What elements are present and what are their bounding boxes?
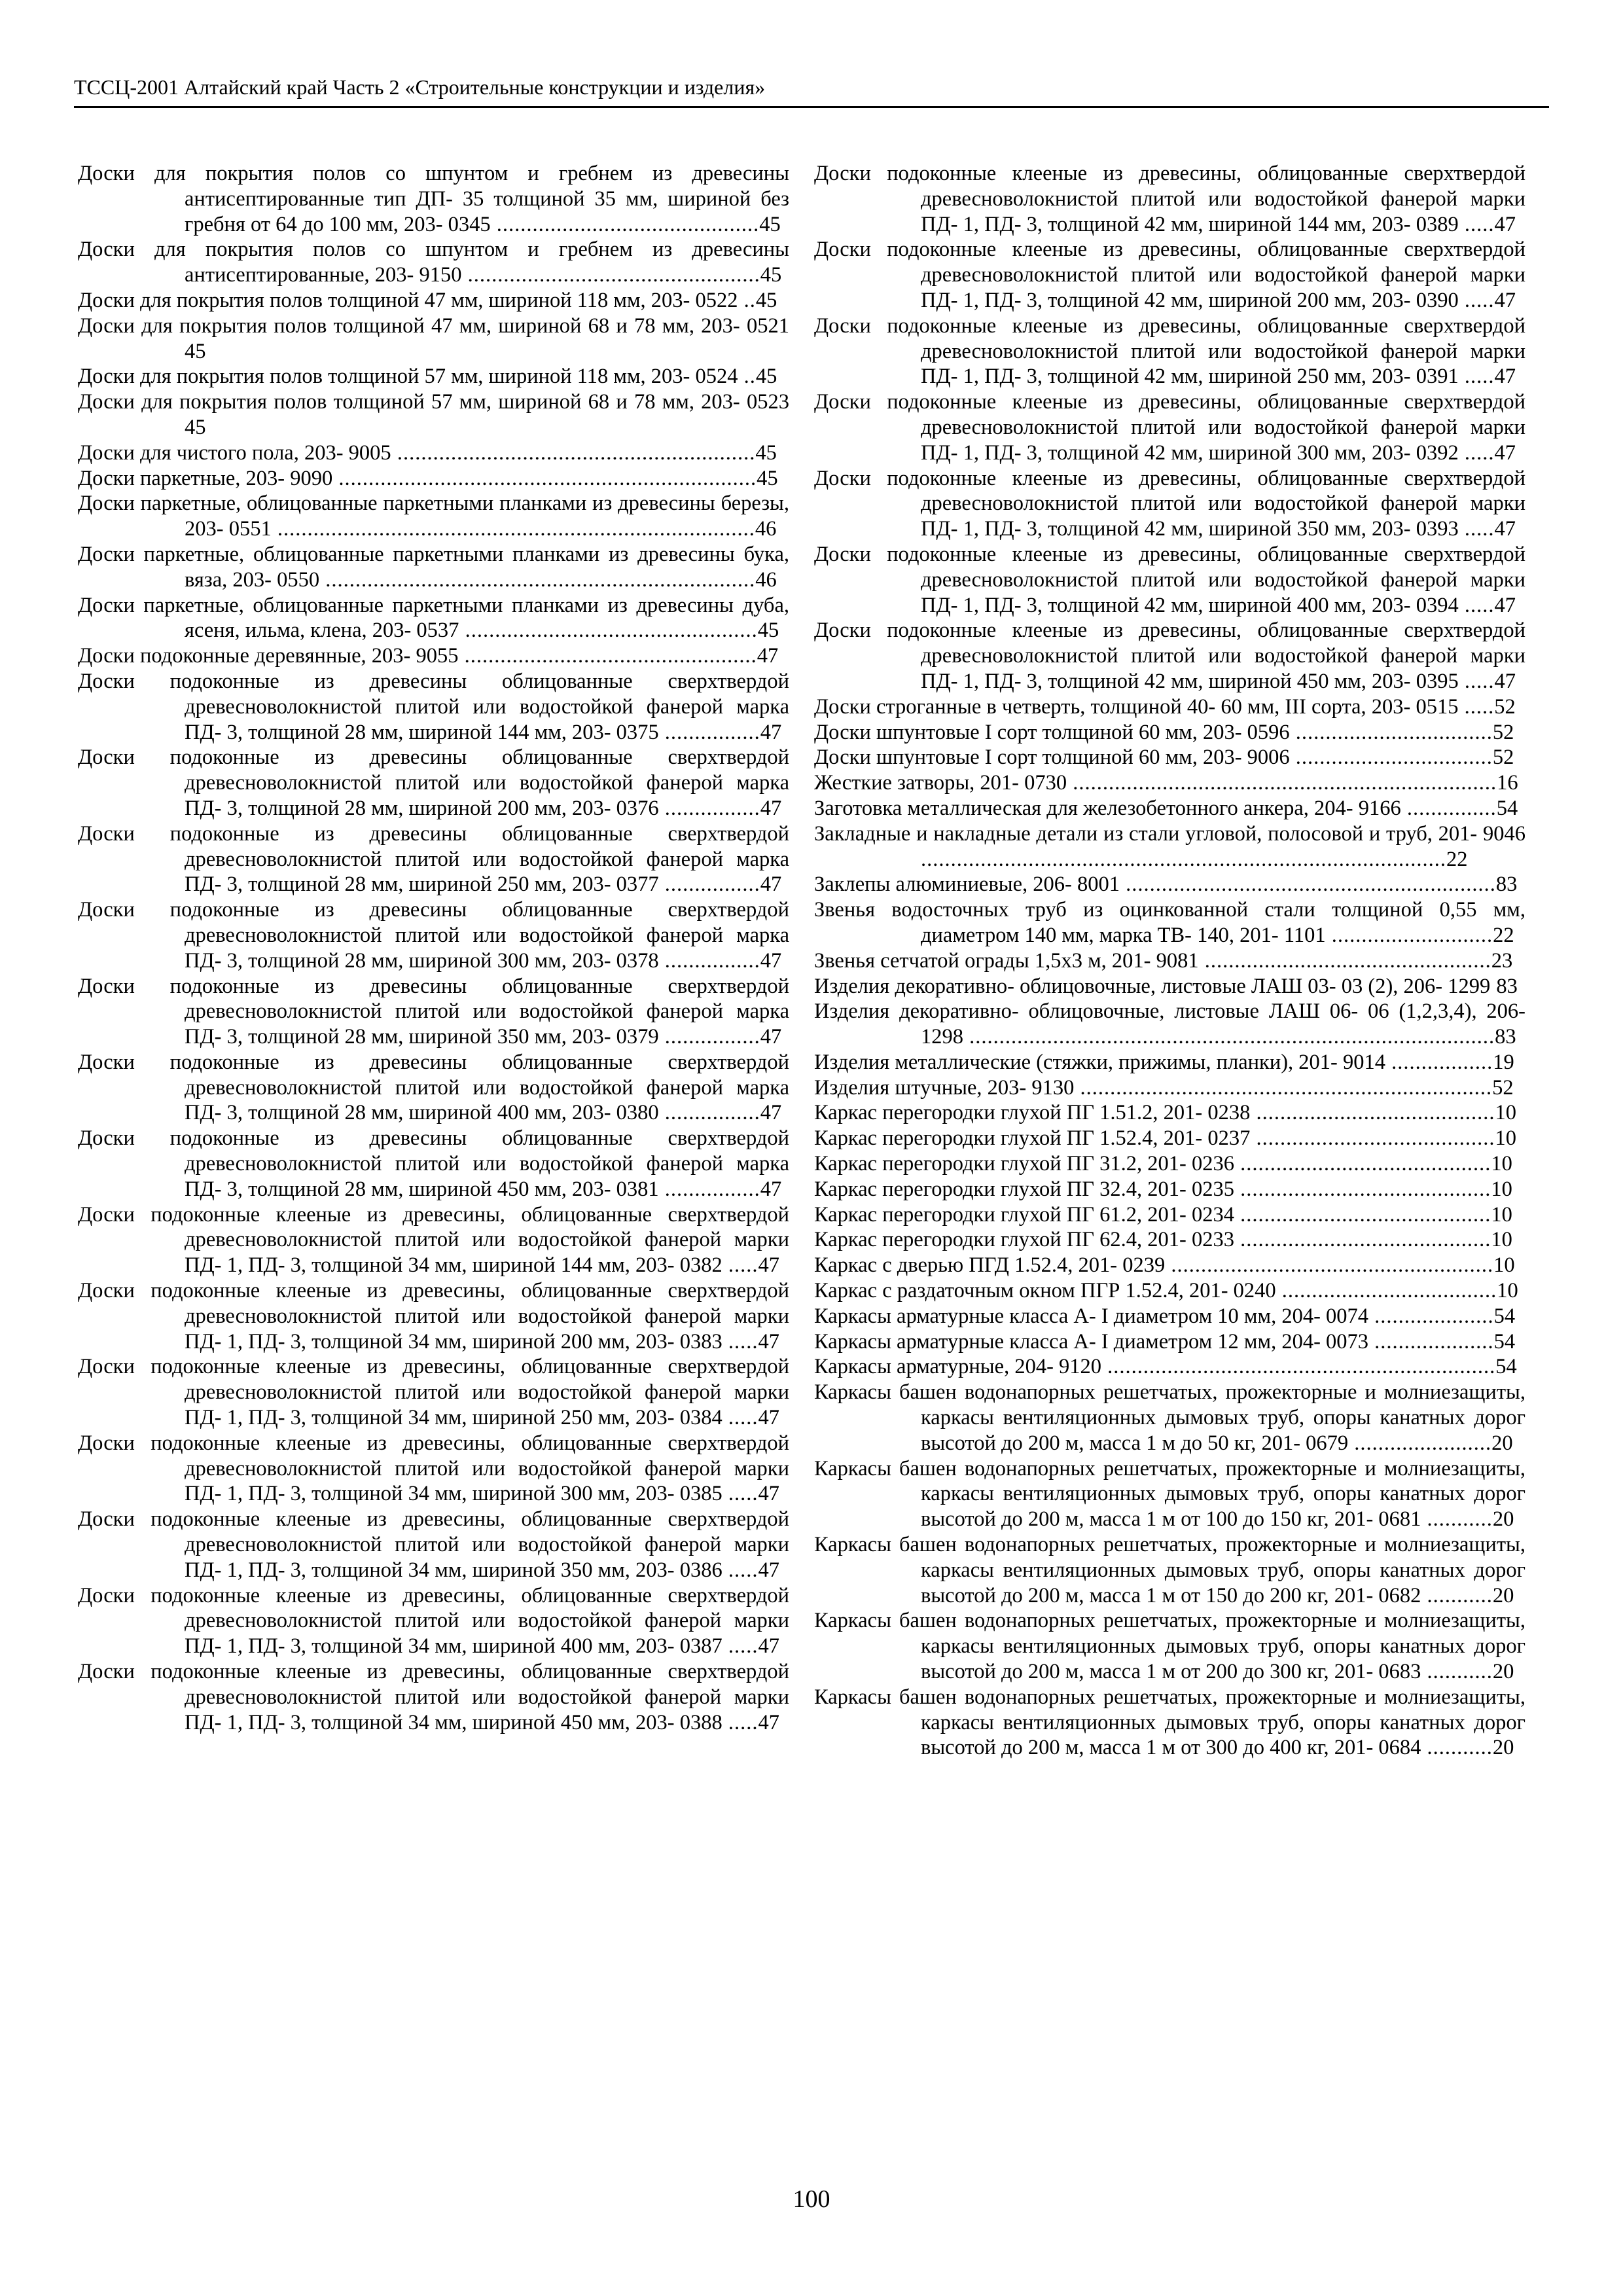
- index-entry: [814, 821, 1525, 872]
- entry-page-ref: 83: [1495, 872, 1518, 897]
- entry-page-ref: 10: [1493, 1253, 1515, 1278]
- entry-page-ref: 20: [1492, 1507, 1514, 1532]
- dot-leader: ................: [658, 1101, 760, 1125]
- index-entry: [814, 999, 1525, 1050]
- dot-leader: ........................................................................: [319, 567, 756, 592]
- index-entry: [814, 1532, 1525, 1608]
- page-header: [74, 71, 1549, 108]
- index-entry: [78, 364, 789, 389]
- index-entry: [78, 542, 789, 593]
- dot-leader: ....................: [1368, 1329, 1494, 1354]
- entry-text: Доски подоконные из древесины облицованные сверхтвердой древесноволокнистой плитой или водостойкой фанерой марка ПД- 3, толщиной 28 мм, шириной 300 мм, 203- 0378: [78, 898, 789, 973]
- entry-text: Доски подоконные клееные из древесины, облицованные сверхтвердой древесноволокнистой плитой или водостойкой фанерой марки ПД- 1, ПД- 3, толщиной 42 мм, шириной 144 мм, 203- 0389: [814, 162, 1525, 236]
- entry-text: Каркасы арматурные класса А- I диаметром 12 мм, 204- 0073: [814, 1329, 1369, 1354]
- entry-page-ref: 47: [760, 872, 782, 897]
- entry-text: Доски подоконные клееные из древесины, облицованные сверхтвердой древесноволокнистой плитой или водостойкой фанерой марки ПД- 1, ПД- 3, толщиной 42 мм, шириной 250 мм, 203- 0391: [814, 314, 1525, 389]
- dot-leader: .....: [1458, 288, 1495, 312]
- entry-text: Доски для покрытия полов со шпунтом и гребнем из древесины антисептированные, 203- 9150: [78, 238, 789, 287]
- entry-text: Каркас перегородки глухой ПГ 1.52.4, 201- 0237: [814, 1126, 1251, 1151]
- index-entry: [814, 314, 1525, 389]
- dot-leader: ......................................................................: [332, 466, 757, 490]
- dot-leader: ........................................: [1250, 1126, 1495, 1151]
- entry-page-ref: 83: [1496, 974, 1518, 998]
- index-entry: [814, 1075, 1525, 1101]
- entry-text: Доски подоконные клееные из древесины, облицованные сверхтвердой древесноволокнистой плитой или водостойкой фанерой марки ПД- 1, ПД- 3, толщиной 34 мм, шириной 400 мм, 203- 0387: [78, 1583, 789, 1659]
- index-entry: [78, 1278, 789, 1354]
- page-number: 100: [793, 2185, 830, 2213]
- entry-page-ref: 16: [1497, 771, 1518, 795]
- dot-leader: .................: [1385, 1050, 1493, 1074]
- dot-leader: .................................................: [461, 263, 760, 287]
- dot-leader: ....................................: [1275, 1279, 1497, 1303]
- entry-page-ref: 19: [1493, 1050, 1514, 1074]
- entry-page-ref: 47: [760, 1177, 782, 1201]
- entry-page-ref: 47: [1494, 365, 1516, 389]
- dot-leader: ..........................................: [1234, 1152, 1491, 1176]
- entry-text: Доски для покрытия полов со шпунтом и гребнем из древесины антисептированные тип ДП- 35 толщиной 35 мм, шириной без гребня от 64 до 100 мм, 203- 0345: [78, 162, 789, 236]
- index-entry: [78, 1659, 789, 1735]
- entry-page-ref: 45: [757, 619, 779, 643]
- entry-page-ref: 23: [1491, 948, 1513, 973]
- index-entry: [78, 389, 789, 440]
- entry-text: Доски подоконные клееные из древесины, облицованные сверхтвердой древесноволокнистой плитой или водостойкой фанерой марки ПД- 1, ПД- 3, толщиной 34 мм, шириной 450 мм, 203- 0388: [78, 1660, 789, 1734]
- entry-page-ref: 10: [1491, 1202, 1512, 1227]
- entry-text: Доски для покрытия полов толщиной 47 мм, шириной 68 и 78 мм, 203- 0521: [78, 314, 789, 338]
- dot-leader: .....: [722, 1482, 758, 1506]
- entry-page-ref: 45: [759, 212, 781, 236]
- document-title: ТССЦ-2001 Алтайский край Часть 2 «Строительные конструкции и изделия»: [74, 75, 766, 99]
- index-entry: [814, 872, 1525, 897]
- dot-leader: .................................................: [459, 619, 758, 643]
- entry-text: Доски подоконные клееные из древесины, облицованные сверхтвердой древесноволокнистой плитой или водостойкой фанерой марки ПД- 1, ПД- 3, толщиной 42 мм, шириной 300 мм, 203- 0392: [814, 390, 1525, 465]
- dot-leader: ........................................................................................: [963, 1025, 1495, 1049]
- entry-text: Доски шпунтовые I сорт толщиной 60 мм, 203- 0596: [814, 720, 1290, 744]
- entry-page-ref: 10: [1491, 1152, 1512, 1176]
- entry-page-ref: 10: [1491, 1228, 1512, 1252]
- entry-text: Доски подоконные из древесины облицованные сверхтвердой древесноволокнистой плитой или водостойкой фанерой марка ПД- 3, толщиной 28 мм, шириной 400 мм, 203- 0380: [78, 1050, 789, 1125]
- entry-text: Жесткие затворы, 201- 0730: [814, 771, 1067, 795]
- entry-text: Доски для покрытия полов толщиной 47 мм, шириной 118 мм, 203- 0522: [78, 288, 738, 312]
- entry-page-ref: 47: [1494, 288, 1516, 312]
- entry-page-ref: 10: [1497, 1279, 1518, 1303]
- entry-page-ref: 47: [760, 796, 782, 820]
- index-entry: [814, 1100, 1525, 1126]
- entry-text: Заготовка металлическая для железобетонного анкера, 204- 9166: [814, 796, 1401, 820]
- dot-leader: .....: [1458, 517, 1495, 541]
- index-entry: [814, 897, 1525, 948]
- dot-leader: .....: [722, 1558, 758, 1582]
- dot-leader: .................................................................: [1101, 1355, 1496, 1379]
- entry-page-ref: 45: [185, 415, 206, 439]
- index-entry: [814, 1608, 1525, 1684]
- entry-page-ref: 47: [760, 948, 782, 973]
- dot-leader: .......................: [1348, 1431, 1492, 1455]
- dot-leader: ................: [658, 1177, 760, 1201]
- entry-text: Доски подоконные клееные из древесины, облицованные сверхтвердой древесноволокнистой плитой или водостойкой фанерой марки ПД- 1, ПД- 3, толщиной 34 мм, шириной 300 мм, 203- 0385: [78, 1431, 789, 1506]
- dot-leader: .....................................................................: [1074, 1075, 1493, 1100]
- entry-page-ref: 20: [1492, 1583, 1514, 1607]
- dot-leader: ......................................................: [1165, 1253, 1494, 1278]
- index-entry: [814, 745, 1525, 770]
- entry-page-ref: 47: [1494, 440, 1516, 465]
- index-entry: [78, 1126, 789, 1202]
- index-entry: [814, 618, 1525, 694]
- dot-leader: ..........................................: [1234, 1202, 1491, 1227]
- dot-leader: ...........: [1421, 1736, 1493, 1760]
- dot-leader: .................................: [1289, 745, 1493, 770]
- index-entry: [78, 161, 789, 237]
- dot-leader: .....: [722, 1329, 758, 1354]
- dot-leader: .....: [1458, 593, 1495, 617]
- dot-leader: .....: [1458, 212, 1495, 236]
- dot-leader: ................: [658, 796, 760, 820]
- dot-leader: ................: [658, 720, 760, 744]
- entry-page-ref: 45: [755, 288, 777, 312]
- entry-page-ref: 45: [755, 440, 777, 465]
- index-entry: [78, 491, 789, 542]
- dot-leader: ................................................: [1198, 948, 1491, 973]
- entry-page-ref: 45: [760, 263, 782, 287]
- dot-leader: .................................................: [458, 644, 757, 668]
- entry-text: Доски паркетные, облицованные паркетными планками из древесины березы, 203- 0551: [78, 492, 789, 541]
- entry-page-ref: 47: [758, 1634, 780, 1659]
- entry-text: Доски шпунтовые I сорт толщиной 60 мм, 203- 9006: [814, 745, 1290, 770]
- index-entry: [78, 593, 789, 644]
- entry-text: Каркасы башен водонапорных решетчатых, прожекторные и молниезащиты, каркасы вентиляционных дымовых труб, опоры канатных дорог высотой до 200 м, масса 1 м от 300 до 400 кг, 201- 0684: [814, 1685, 1525, 1760]
- entry-page-ref: 45: [755, 365, 777, 389]
- dot-leader: .................................: [1289, 720, 1493, 744]
- index-entry: [814, 1227, 1525, 1253]
- index-entry: [814, 1354, 1525, 1380]
- entry-text: Изделия декоративно- облицовочные, листовые ЛАШ 03- 03 (2), 206- 1299: [814, 974, 1491, 998]
- index-entry: [78, 466, 789, 492]
- entry-text: Доски подоконные клееные из древесины, облицованные сверхтвердой древесноволокнистой плитой или водостойкой фанерой марки ПД- 1, ПД- 3, толщиной 34 мм, шириной 144 мм, 203- 0382: [78, 1202, 789, 1278]
- index-entry: [78, 1583, 789, 1659]
- entry-text: Каркас с дверью ПГД 1.52.4, 201- 0239: [814, 1253, 1166, 1278]
- index-entry: [814, 237, 1525, 313]
- entry-text: Доски для покрытия полов толщиной 57 мм, шириной 68 и 78 мм, 203- 0523: [78, 390, 789, 414]
- index-entry: [78, 897, 789, 973]
- entry-page-ref: 47: [758, 1329, 780, 1354]
- dot-leader: .......................................................................: [1067, 771, 1497, 795]
- entry-text: Доски подоконные клееные из древесины, облицованные сверхтвердой древесноволокнистой плитой или водостойкой фанерой марки ПД- 1, ПД- 3, толщиной 42 мм, шириной 450 мм, 203- 0395: [814, 619, 1525, 693]
- entry-page-ref: 54: [1496, 796, 1518, 820]
- index-entry: [78, 314, 789, 365]
- entry-page-ref: 46: [755, 517, 777, 541]
- entry-text: Изделия декоративно- облицовочные, листовые ЛАШ 06- 06 (1,2,3,4), 206- 1298: [814, 999, 1525, 1049]
- dot-leader: .....: [1458, 440, 1495, 465]
- entry-text: Доски подоконные из древесины облицованные сверхтвердой древесноволокнистой плитой или водостойкой фанерой марка ПД- 3, толщиной 28 мм, шириной 144 мм, 203- 0375: [78, 669, 789, 744]
- index-entry: [814, 1151, 1525, 1177]
- entry-page-ref: 20: [1492, 1660, 1514, 1684]
- dot-leader: ..: [738, 365, 756, 389]
- entry-page-ref: 45: [757, 466, 778, 490]
- dot-leader: ..........................................: [1234, 1228, 1491, 1252]
- index-entry: [814, 542, 1525, 618]
- index-entry: [814, 1304, 1525, 1329]
- entry-text: Каркас с раздаточным окном ПГР 1.52.4, 201- 0240: [814, 1279, 1276, 1303]
- entry-page-ref: 47: [758, 1710, 780, 1734]
- entry-text: Доски подоконные деревянные, 203- 9055: [78, 644, 459, 668]
- entry-text: Доски подоконные из древесины облицованные сверхтвердой древесноволокнистой плитой или водостойкой фанерой марка ПД- 3, толщиной 28 мм, шириной 250 мм, 203- 0377: [78, 821, 789, 897]
- index-entry: [814, 796, 1525, 821]
- dot-leader: ....................: [1368, 1304, 1494, 1328]
- entry-page-ref: 47: [1494, 593, 1516, 617]
- index-entry: [78, 821, 789, 897]
- index-entry: [814, 1456, 1525, 1532]
- index-column-left: [78, 161, 789, 1735]
- entry-text: Закладные и накладные детали из стали угловой, полосовой и труб, 201- 9046: [814, 821, 1525, 846]
- entry-page-ref: 20: [1491, 1431, 1513, 1455]
- dot-leader: .....: [722, 1710, 758, 1734]
- entry-text: Доски подоконные из древесины облицованные сверхтвердой древесноволокнистой плитой или водостойкой фанерой марка ПД- 3, толщиной 28 мм, шириной 450 мм, 203- 0381: [78, 1126, 789, 1201]
- dot-leader: ..: [738, 288, 756, 312]
- index-entry: [814, 466, 1525, 542]
- entry-text: Каркасы башен водонапорных решетчатых, прожекторные и молниезащиты, каркасы вентиляционных дымовых труб, опоры канатных дорог высотой до 200 м, масса 1 м до 50 кг, 201- 0679: [814, 1380, 1525, 1455]
- entry-text: Звенья сетчатой ограды 1,5х3 м, 201- 9081: [814, 948, 1199, 973]
- entry-text: Доски подоконные клееные из древесины, облицованные сверхтвердой древесноволокнистой плитой или водостойкой фанерой марки ПД- 1, ПД- 3, толщиной 34 мм, шириной 200 мм, 203- 0383: [78, 1279, 789, 1354]
- index-entry: [814, 694, 1525, 720]
- entry-page-ref: 47: [760, 720, 782, 744]
- dot-leader: ...........: [1421, 1583, 1493, 1607]
- index-entry: [78, 1354, 789, 1430]
- dot-leader: ........................................: [1250, 1101, 1495, 1125]
- entry-page-ref: 52: [1494, 694, 1516, 719]
- entry-text: Доски подоконные из древесины облицованные сверхтвердой древесноволокнистой плитой или водостойкой фанерой марка ПД- 3, толщиной 28 мм, шириной 200 мм, 203- 0376: [78, 745, 789, 820]
- dot-leader: ................: [658, 1025, 760, 1049]
- index-entry: [814, 948, 1525, 974]
- entry-page-ref: 54: [1495, 1355, 1517, 1379]
- index-entry: [814, 161, 1525, 237]
- entry-page-ref: 47: [758, 1558, 780, 1582]
- index-entry: [814, 1380, 1525, 1456]
- index-entry: [78, 1202, 789, 1278]
- entry-text: Доски паркетные, облицованные паркетными планками из древесины бука, вяза, 203- 0550: [78, 542, 789, 592]
- entry-text: Каркас перегородки глухой ПГ 32.4, 201- 0235: [814, 1177, 1235, 1201]
- entry-page-ref: 47: [1494, 669, 1516, 693]
- entry-text: Доски подоконные клееные из древесины, облицованные сверхтвердой древесноволокнистой плитой или водостойкой фанерой марки ПД- 1, ПД- 3, толщиной 34 мм, шириной 250 мм, 203- 0384: [78, 1355, 789, 1430]
- entry-text: Доски для чистого пола, 203- 9005: [78, 440, 391, 465]
- entry-text: Изделия штучные, 203- 9130: [814, 1075, 1075, 1100]
- entry-text: Каркас перегородки глухой ПГ 1.51.2, 201- 0238: [814, 1101, 1251, 1125]
- entry-page-ref: 52: [1492, 1075, 1514, 1100]
- index-entry: [814, 770, 1525, 796]
- index-entry: [78, 669, 789, 745]
- entry-page-ref: 10: [1495, 1101, 1517, 1125]
- dot-leader: ...............: [1400, 796, 1497, 820]
- entry-page-ref: 47: [760, 1025, 782, 1049]
- dot-leader: ...........: [1421, 1660, 1493, 1684]
- entry-text: Каркас перегородки глухой ПГ 61.2, 201- 0234: [814, 1202, 1235, 1227]
- index-entry: [78, 440, 789, 466]
- entry-page-ref: 47: [758, 1482, 780, 1506]
- entry-text: Доски паркетные, 203- 9090: [78, 466, 333, 490]
- entry-text: Каркасы арматурные, 204- 9120: [814, 1355, 1102, 1379]
- entry-page-ref: 45: [185, 339, 206, 363]
- entry-text: Доски подоконные клееные из древесины, облицованные сверхтвердой древесноволокнистой плитой или водостойкой фанерой марки ПД- 1, ПД- 3, толщиной 34 мм, шириной 350 мм, 203- 0386: [78, 1507, 789, 1582]
- entry-text: Каркасы арматурные класса А- I диаметром 10 мм, 204- 0074: [814, 1304, 1369, 1328]
- dot-leader: .....: [722, 1253, 758, 1278]
- entry-text: Каркасы башен водонапорных решетчатых, прожекторные и молниезащиты, каркасы вентиляционных дымовых труб, опоры канатных дорог высотой до 200 м, масса 1 м от 200 до 300 кг, 201- 0683: [814, 1609, 1525, 1684]
- entry-text: Каркасы башен водонапорных решетчатых, прожекторные и молниезащиты, каркасы вентиляционных дымовых труб, опоры канатных дорог высотой до 200 м, масса 1 м от 150 до 200 кг, 201- 0682: [814, 1533, 1525, 1607]
- index-entry: [814, 1177, 1525, 1202]
- entry-page-ref: 54: [1493, 1329, 1516, 1354]
- index-entry: [78, 745, 789, 821]
- index-entry: [78, 288, 789, 314]
- index-entry: [78, 974, 789, 1050]
- entry-page-ref: 47: [757, 644, 779, 668]
- dot-leader: .....: [722, 1634, 758, 1659]
- index-entry: [814, 974, 1525, 999]
- index-entry: [78, 643, 789, 669]
- entry-page-ref: 54: [1493, 1304, 1516, 1328]
- dot-leader: .....: [1458, 669, 1495, 693]
- index-entry: [78, 1507, 789, 1583]
- entry-text: Каркас перегородки глухой ПГ 62.4, 201- 0233: [814, 1228, 1235, 1252]
- entry-text: Звенья водосточных труб из оцинкованной стали толщиной 0,55 мм, диаметром 140 мм, марка ТВ- 140, 201- 1101: [814, 898, 1525, 947]
- dot-leader: .....: [722, 1406, 758, 1430]
- dot-leader: ................: [658, 872, 760, 897]
- entry-page-ref: 52: [1492, 745, 1514, 770]
- entry-page-ref: 10: [1495, 1126, 1517, 1151]
- index-entry: [78, 1431, 789, 1507]
- index-entry: [814, 1126, 1525, 1151]
- entry-text: Заклепы алюминиевые, 206- 8001: [814, 872, 1120, 897]
- index-entry: [814, 720, 1525, 745]
- dot-leader: ..............................................................: [1120, 872, 1496, 897]
- entry-text: Каркасы башен водонапорных решетчатых, прожекторные и молниезащиты, каркасы вентиляционных дымовых труб, опоры канатных дорог высотой до 200 м, масса 1 м от 100 до 150 кг, 201- 0681: [814, 1456, 1525, 1532]
- entry-page-ref: 47: [758, 1253, 780, 1278]
- index-entry: [814, 1329, 1525, 1355]
- dot-leader: .....: [1458, 365, 1495, 389]
- entry-text: Изделия металлические (стяжки, прижимы, планки), 201- 9014: [814, 1050, 1386, 1074]
- index-entry: [814, 1050, 1525, 1075]
- dot-leader: ..........................................: [1234, 1177, 1491, 1201]
- dot-leader: ........................................................................................: [921, 847, 1446, 871]
- entry-page-ref: 20: [1492, 1736, 1514, 1760]
- dot-leader: ................................................................................: [271, 517, 755, 541]
- entry-text: Доски паркетные, облицованные паркетными планками из древесины дуба, ясеня, ильма, клена, 203- 0537: [78, 593, 789, 643]
- index-entry: [814, 1253, 1525, 1278]
- index-entry: [78, 237, 789, 288]
- entry-text: Доски для покрытия полов толщиной 57 мм, шириной 118 мм, 203- 0524: [78, 365, 738, 389]
- index-entry: [814, 389, 1525, 465]
- dot-leader: ...........: [1421, 1507, 1493, 1532]
- entry-text: Доски подоконные клееные из древесины, облицованные сверхтвердой древесноволокнистой плитой или водостойкой фанерой марки ПД- 1, ПД- 3, толщиной 42 мм, шириной 200 мм, 203- 0390: [814, 238, 1525, 312]
- entry-page-ref: 47: [1494, 212, 1516, 236]
- dot-leader: [1490, 975, 1496, 998]
- entry-page-ref: 10: [1491, 1177, 1512, 1201]
- entry-text: Каркас перегородки глухой ПГ 31.2, 201- 0236: [814, 1152, 1235, 1176]
- entry-page-ref: 83: [1495, 1025, 1516, 1049]
- entry-page-ref: 47: [1494, 517, 1516, 541]
- dot-leader: .....: [1458, 694, 1495, 719]
- entry-page-ref: 22: [1493, 923, 1514, 947]
- dot-leader: ............................................: [490, 212, 760, 236]
- index-entry: [814, 1202, 1525, 1228]
- index-entry: [814, 1685, 1525, 1761]
- index-entry: [78, 1050, 789, 1126]
- entry-page-ref: 47: [760, 1101, 782, 1125]
- dot-leader: ...........................: [1325, 923, 1493, 947]
- index-column-right: [814, 161, 1525, 1761]
- entry-page-ref: 47: [758, 1406, 780, 1430]
- entry-text: Доски подоконные клееные из древесины, облицованные сверхтвердой древесноволокнистой плитой или водостойкой фанерой марки ПД- 1, ПД- 3, толщиной 42 мм, шириной 400 мм, 203- 0394: [814, 542, 1525, 617]
- entry-page-ref: 46: [755, 567, 777, 592]
- index-entry: [814, 1278, 1525, 1304]
- entry-page-ref: 22: [1446, 847, 1468, 871]
- entry-text: Доски подоконные из древесины облицованные сверхтвердой древесноволокнистой плитой или водостойкой фанерой марка ПД- 3, толщиной 28 мм, шириной 350 мм, 203- 0379: [78, 974, 789, 1049]
- dot-leader: ................: [658, 948, 760, 973]
- entry-text: Доски строганные в четверть, толщиной 40- 60 мм, III сорта, 203- 0515: [814, 694, 1459, 719]
- dot-leader: ............................................................: [391, 440, 756, 465]
- entry-page-ref: 52: [1492, 720, 1514, 744]
- entry-text: Доски подоконные клееные из древесины, облицованные сверхтвердой древесноволокнистой плитой или водостойкой фанерой марки ПД- 1, ПД- 3, толщиной 42 мм, шириной 350 мм, 203- 0393: [814, 466, 1525, 541]
